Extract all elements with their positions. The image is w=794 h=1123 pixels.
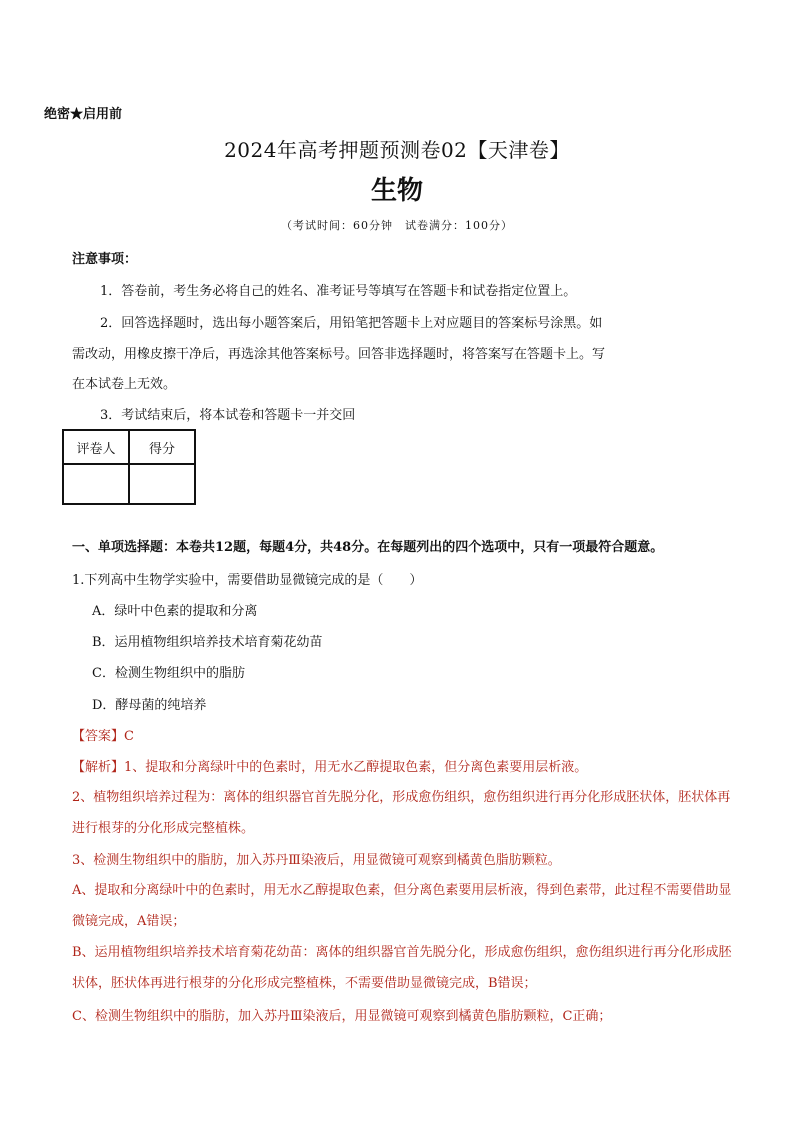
notice-item-1: 1．答卷前，考生务必将自己的姓名、准考证号等填写在答题卡和试卷指定位置上。 <box>100 284 577 299</box>
notice-item-3: 3．考试结束后，将本试卷和答题卡一并交回 <box>100 408 356 423</box>
score-table-grader-header: 评卷人 <box>63 430 129 464</box>
explanation-line-1: 【解析】1、提取和分离绿叶中的色素时，用无水乙醇提取色素，但分离色素要用层析液。 <box>72 760 588 775</box>
confidential-label: 绝密★启用前 <box>44 107 123 122</box>
notice-item-2-line-1: 2．回答选择题时，选出每小题答案后，用铅笔把答题卡上对应题目的答案标号涂黑。如 <box>100 316 603 331</box>
explanation-line-5: B、运用植物组织培养技术培育菊花幼苗：离体的组织器官首先脱分化，形成愈伤组织，愈伤组织进行再分化形成胚状体，胚状体再进行根芽的分化形成完整植株，不需要借助显微镜完成，B错误； <box>72 945 732 991</box>
notice-item-2-line-3: 在本试卷上无效。 <box>72 377 177 392</box>
answer-line: 【答案】C <box>72 729 134 744</box>
notice-item-2-line-2: 需改动，用橡皮擦干净后，再选涂其他答案标号。回答非选择题时，将答案写在答题卡上。写 <box>72 347 606 362</box>
option-d: D．酵母菌的纯培养 <box>92 698 207 713</box>
option-a: A．绿叶中色素的提取和分离 <box>92 604 258 619</box>
subject-title: 生物 <box>370 176 423 206</box>
option-c: C．检测生物组织中的脂肪 <box>92 666 245 681</box>
exam-info: （考试时间：60分钟 试卷满分：100分） <box>281 219 513 232</box>
explanation-line-6: C、检测生物组织中的脂肪，加入苏丹Ⅲ染液后，用显微镜可观察到橘黄色脂肪颗粒，C正确； <box>72 1009 612 1024</box>
option-b: B．运用植物组织培养技术培育菊花幼苗 <box>92 635 323 650</box>
explanation-line-2: 2、植物组织培养过程为：离体的组织器官首先脱分化，形成愈伤组织，愈伤组织进行再分化形成胚状体，胚状体再进行根芽的分化形成完整植株。 <box>72 790 731 836</box>
score-table <box>62 429 196 505</box>
score-table-score-cell <box>129 464 195 504</box>
section-heading: 一、单项选择题：本卷共12题，每题4分，共48分。在每题列出的四个选项中，只有一项最符合题意。 <box>72 540 664 555</box>
score-table-score-header: 得分 <box>129 430 195 464</box>
explanation-line-3: 3、检测生物组织中的脂肪，加入苏丹Ⅲ染液后，用显微镜可观察到橘黄色脂肪颗粒。 <box>72 853 561 868</box>
exam-title: 2024年高考押题预测卷02【天津卷】 <box>224 138 570 162</box>
notice-heading: 注意事项： <box>72 252 138 267</box>
explanation-line-4: A、提取和分离绿叶中的色素时，用无水乙醇提取色素，但分离色素要用层析液，得到色素带，此过程不需要借助显微镜完成，A错误； <box>72 883 732 929</box>
score-table-grader-cell <box>63 464 129 504</box>
question-stem: 1.下列高中生物学实验中，需要借助显微镜完成的是（ ） <box>72 573 423 588</box>
